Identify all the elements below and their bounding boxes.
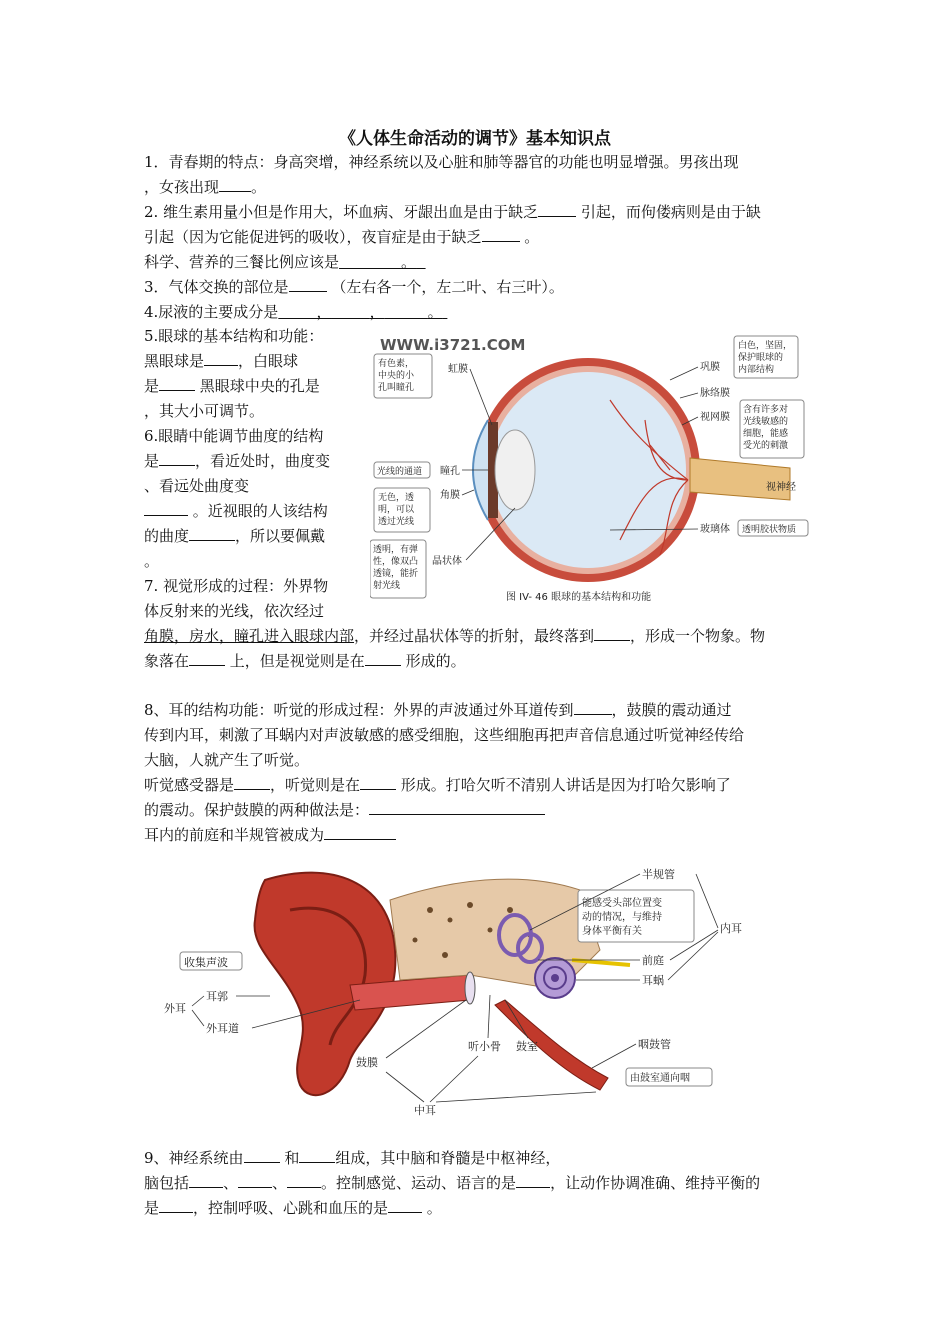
- leader-line: [470, 369, 492, 425]
- q2-text: 科学、营养的三餐比例应该是: [144, 253, 340, 271]
- q7-line: [144, 624, 808, 649]
- q9-line: [144, 1146, 808, 1171]
- q6-line: 。: [144, 552, 160, 570]
- leader-line: [680, 393, 698, 398]
- q6-line: [144, 524, 359, 549]
- q9-text: 脑包括: [144, 1174, 190, 1192]
- q5-text: 黑眼球是: [144, 352, 205, 370]
- q5-line: [144, 374, 359, 399]
- leader-line: [462, 490, 474, 495]
- optic-nerve-label: 视神经: [766, 482, 796, 493]
- answer-blank[interactable]: [339, 253, 426, 271]
- q7-underlined: 角膜，房水，瞳孔进入眼球内部: [144, 627, 355, 645]
- leader-line: [430, 1056, 478, 1102]
- retina-note-text: 含有许多对: [743, 405, 789, 415]
- page-title: 《人体生命活动的调节》基本知识点: [339, 129, 611, 149]
- lens-note-text: 透明，有弹: [373, 545, 419, 555]
- q9-text: 和: [279, 1149, 300, 1167]
- vestibule-label: 前庭: [642, 954, 664, 967]
- answer-blank[interactable]: [388, 1197, 422, 1213]
- choroid-label: 脉络膜: [700, 388, 730, 399]
- ossicles-label: 听小骨: [468, 1040, 501, 1053]
- pupil-note-text: 孔叫瞳孔: [378, 383, 415, 393]
- answer-blank[interactable]: [299, 1147, 335, 1163]
- retina-label: 视网膜: [700, 412, 730, 423]
- collect-label: 收集声波: [184, 956, 228, 969]
- answer-blank[interactable]: [369, 799, 545, 815]
- answer-blank[interactable]: [482, 226, 520, 242]
- answer-blank[interactable]: [289, 276, 327, 292]
- eustachian-tube-shape: [495, 1000, 608, 1090]
- question-6: [144, 424, 359, 574]
- semicircular-note-text: 身体平衡有关: [582, 926, 642, 937]
- q2-text: 。: [519, 228, 540, 246]
- answer-blank[interactable]: [159, 1197, 193, 1213]
- q6-line: [144, 449, 359, 474]
- pupil-label: 瞳孔: [440, 466, 460, 477]
- answer-blank[interactable]: [189, 650, 225, 666]
- answer-blank[interactable]: [234, 774, 270, 790]
- q6-line: [144, 499, 359, 524]
- q5-text: 是: [144, 377, 160, 395]
- semicircular-label: 半规管: [642, 868, 675, 881]
- q8-line: 大脑，人就产生了听觉。: [144, 751, 310, 769]
- canal-label: 外耳道: [206, 1022, 239, 1035]
- answer-blank[interactable]: [574, 699, 612, 715]
- question-3: [144, 275, 808, 300]
- leader-line: [386, 1000, 466, 1058]
- q5-line: ，其大小可调节。: [144, 402, 265, 420]
- q8-line: 传到内耳，刺激了耳蜗内对声波敏感的感受细胞，这些细胞再把声音信息通过听觉神经传给: [144, 726, 745, 744]
- q6-text: ，所以要佩戴: [235, 527, 326, 545]
- q2-line3: [144, 250, 808, 275]
- leader-line: [592, 1044, 636, 1068]
- q8-line: [144, 798, 808, 823]
- answer-blank[interactable]: [219, 176, 251, 192]
- q4-text: ，: [316, 303, 332, 321]
- iris-label: 虹膜: [448, 364, 468, 375]
- q9-text: 是: [144, 1199, 160, 1217]
- eustachian-label: 咽鼓管: [638, 1038, 671, 1051]
- q2-text: 引起（因为它能促进钙的吸收），夜盲症是由于缺乏: [144, 228, 482, 246]
- inner-ear-label: 内耳: [720, 922, 742, 935]
- q7-line: 7. 视觉形成的过程：外界物: [144, 577, 329, 595]
- q5-text: ，白眼球: [238, 352, 299, 370]
- q6-line: 、看远处曲度变: [144, 477, 250, 495]
- answer-blank[interactable]: [144, 500, 188, 516]
- answer-blank[interactable]: [244, 1147, 280, 1163]
- question-2: [144, 200, 808, 275]
- leader-line: [696, 874, 718, 928]
- q8-line: [144, 823, 808, 848]
- q8-line: [144, 773, 808, 798]
- q8-text: ，听觉则是在: [270, 776, 361, 794]
- optic-nerve-shape: [690, 458, 790, 500]
- q7-text: 象落在: [144, 652, 190, 670]
- q6-line: 6.眼睛中能调节曲度的结构: [144, 427, 324, 445]
- lens-label: 晶状体: [432, 556, 462, 567]
- lens-note-text: 性，像双凸: [373, 557, 419, 567]
- q8-text: 耳内的前庭和半规管被成为: [144, 826, 325, 844]
- cornea-label: 角膜: [440, 490, 460, 501]
- sclera-label: 巩膜: [700, 362, 720, 373]
- q7-text: 上，但是视觉则是在: [225, 652, 365, 670]
- q8-text: 形成。打哈欠听不清别人讲话是因为打哈欠影响了: [396, 776, 731, 794]
- q7-line: 体反射来的光线，依次经过: [144, 602, 325, 620]
- answer-blank[interactable]: [538, 201, 576, 217]
- q6-text: 。近视眼的人该结构: [192, 502, 328, 520]
- q9-text: 9、神经系统由: [144, 1149, 244, 1167]
- q5-text: 黑眼球中央的孔是: [199, 377, 320, 395]
- q6-text: 的曲度: [144, 527, 190, 545]
- q7-text: ，形成一个物象。物: [630, 627, 766, 645]
- pupil-note-text: 有色素，: [378, 359, 415, 369]
- q8-text: 8、耳的结构功能：听觉的形成过程：外界的声波通过外耳道传到: [144, 701, 574, 719]
- answer-blank[interactable]: [159, 450, 195, 466]
- q9-line: [144, 1196, 808, 1221]
- question-1: [144, 150, 808, 200]
- q2-text: 。: [401, 253, 417, 271]
- q8-line: [144, 698, 808, 723]
- sclera-note-text: 白色，坚固，: [738, 341, 793, 351]
- retina-note-text: 细胞，能感: [743, 429, 789, 439]
- q7-line: [144, 649, 808, 674]
- q1-text: ，女孩出现: [144, 178, 220, 196]
- q3-text: 3．气体交换的部位是: [144, 278, 289, 296]
- q8-text: ，鼓膜的震动通过: [611, 701, 732, 719]
- answer-blank[interactable]: [516, 1172, 550, 1188]
- eustachian-note: 由鼓室通向咽: [630, 1073, 690, 1084]
- q8-text: 听觉感受器是: [144, 776, 235, 794]
- tympanic-cavity-label: 鼓室: [516, 1040, 538, 1053]
- answer-blank[interactable]: [365, 650, 401, 666]
- eardrum-label: 鼓膜: [356, 1056, 378, 1069]
- q9-line: [144, 1171, 808, 1196]
- answer-blank[interactable]: [287, 1172, 321, 1188]
- cochlea-center: [551, 974, 559, 982]
- eardrum-shape: [465, 972, 475, 1004]
- answer-blank[interactable]: [159, 375, 195, 391]
- answer-blank[interactable]: [204, 350, 238, 366]
- eye-caption: 图 IV- 46 眼球的基本结构和功能: [506, 592, 652, 603]
- light-path-label: 光线的通道: [377, 467, 423, 477]
- cornea-note-text: 无色，透: [378, 493, 415, 503]
- q2-text: 引起，而佝偻病则是由于缺: [576, 203, 761, 221]
- ear-diagram: [160, 860, 760, 1120]
- cornea-note-text: 透过光线: [378, 517, 415, 527]
- q9-text: 组成，其中脑和脊髓是中枢神经，: [335, 1149, 561, 1167]
- q7-text: 形成的。: [400, 652, 466, 670]
- question-5: [144, 324, 359, 424]
- eye-diagram: [370, 330, 812, 608]
- question-8: [144, 698, 808, 848]
- answer-blank[interactable]: [238, 1172, 272, 1188]
- q5-line: [144, 349, 359, 374]
- leader-line: [436, 1092, 596, 1102]
- answer-blank[interactable]: [278, 303, 447, 321]
- outer-ear-label: 外耳: [164, 1002, 186, 1015]
- q8-text: 的震动。保护鼓膜的两种做法是：: [144, 801, 370, 819]
- q9-text: 、: [223, 1174, 239, 1192]
- q1-line1: 1．青春期的特点：身高突增，神经系统以及心脏和肺等器官的功能也明显增强。男孩出现: [144, 153, 739, 171]
- eye-watermark: WWW.i3721.COM: [380, 336, 526, 354]
- question-7: [144, 624, 808, 674]
- semicircular-note-text: 能感受头部位置变: [582, 898, 662, 909]
- q1-text: 。: [251, 178, 267, 196]
- sclera-note-text: 内部结构: [738, 365, 775, 375]
- q2-text: 2. 维生素用量小但是作用大，坏血病、牙龈出血是由于缺乏: [144, 203, 539, 221]
- q9-text: 。: [422, 1199, 442, 1217]
- leader-line: [386, 1072, 424, 1102]
- q9-text: ，控制呼吸、心跳和血压的是: [193, 1199, 389, 1217]
- sclera-note-text: 保护眼球的: [738, 353, 784, 363]
- retina-note-text: 光线敏感的: [743, 417, 789, 427]
- q6-text: ，看近处时，曲度变: [195, 452, 331, 470]
- vitreous-note: 透明胶状物质: [742, 525, 797, 535]
- lens-note-text: 射光线: [373, 581, 401, 591]
- leader-line: [488, 995, 490, 1038]
- q4-text: 4.尿液的主要成分是: [144, 303, 279, 321]
- q2-line1: [144, 200, 808, 225]
- auricle-label: 耳郭: [206, 990, 228, 1003]
- answer-blank[interactable]: [324, 824, 396, 840]
- q3-text: （左右各一个，左二叶、右三叶）。: [326, 278, 564, 296]
- q9-text: ，让动作协调准确、维持平衡的: [550, 1174, 761, 1192]
- answer-blank[interactable]: [594, 625, 630, 641]
- semicircular-note-text: 动的情况，与维持: [582, 912, 662, 923]
- q7-text: ，并经过晶状体等的折射，最终落到: [354, 627, 595, 645]
- q2-line2: [144, 225, 808, 250]
- q4-text: ，: [369, 303, 385, 321]
- middle-ear-label: 中耳: [414, 1104, 436, 1117]
- answer-blank[interactable]: [189, 1172, 223, 1188]
- q9-text: 、: [272, 1174, 288, 1192]
- q1-line2: [144, 175, 808, 200]
- answer-blank[interactable]: [189, 525, 235, 541]
- vitreous-label: 玻璃体: [700, 524, 730, 535]
- pupil-note-text: 中央的小: [378, 371, 415, 381]
- leader-line: [192, 996, 204, 1006]
- leader-line: [192, 1010, 204, 1026]
- q6-text: 是: [144, 452, 160, 470]
- q9-text: 。控制感觉、运动、语言的是: [321, 1174, 517, 1192]
- leader-line: [670, 367, 698, 380]
- lens-shape: [495, 430, 535, 510]
- retina-note-text: 受光的刺激: [743, 441, 789, 451]
- question-9: [144, 1146, 808, 1221]
- question-4: [144, 300, 808, 325]
- q5-line: 5.眼球的基本结构和功能：: [144, 327, 324, 345]
- cochlea-label: 耳蜗: [642, 974, 664, 987]
- answer-blank[interactable]: [360, 774, 396, 790]
- lens-note-text: 透镜，能折: [373, 569, 419, 579]
- cornea-note-text: 明，可以: [378, 505, 415, 515]
- question-7-head: [144, 574, 359, 624]
- q4-text: 。: [427, 303, 443, 321]
